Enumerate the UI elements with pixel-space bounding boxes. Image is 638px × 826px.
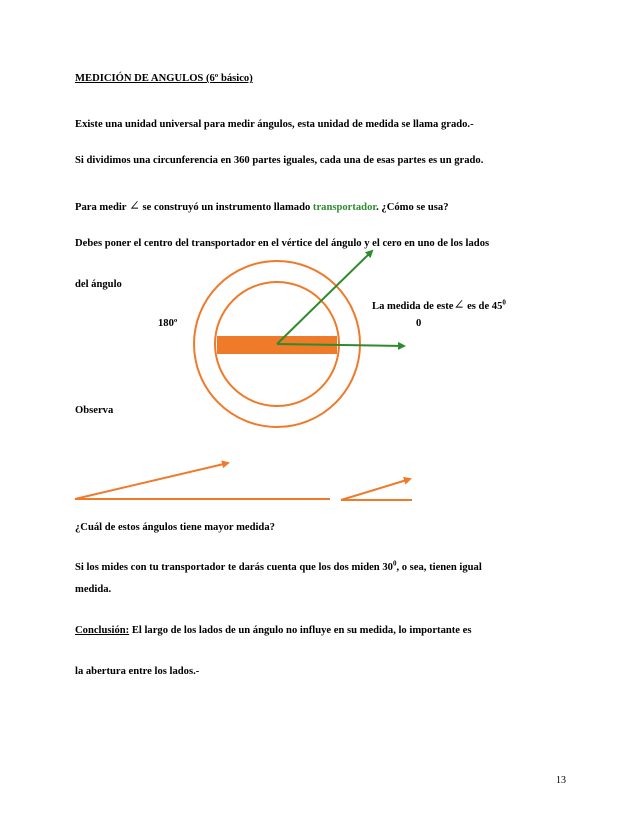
protractor-label-0: 0 xyxy=(416,318,422,329)
observa-label: Observa xyxy=(75,405,114,416)
transportador-highlight: transportador xyxy=(312,202,377,213)
question-text: ¿Cuál de estos ángulos tiene mayor medida? xyxy=(75,522,275,533)
conclusion-label: Conclusión: xyxy=(75,625,130,636)
measure-text-post: es de 45 xyxy=(467,301,503,312)
angle-small-upper-ray xyxy=(341,479,410,500)
angle-measure-note xyxy=(372,297,506,314)
angle-symbol-icon: ∠ xyxy=(128,198,140,213)
answer-text xyxy=(75,559,482,575)
paragraph-degree-definition: Si dividimos una circunferencia en 360 partes iguales, cada una de esas partes es un grado. xyxy=(75,155,484,166)
page-number: 13 xyxy=(556,775,566,786)
paragraph-instructions: Debes poner el centro del transportador en el vértice del ángulo y el cero en uno de los lados xyxy=(75,238,490,249)
instrument-text-pre: Para medir xyxy=(75,202,127,213)
angle-ray-45 xyxy=(277,251,372,344)
answer-text-pre: Si los mides con tu transportador te darás cuenta que los dos miden 30 xyxy=(75,562,393,573)
instrument-text-mid: se construyó un instrumento llamado xyxy=(142,202,311,213)
protractor-label-180: 180º xyxy=(158,318,178,329)
conclusion-body: El largo de los lados de un ángulo no influye en su medida, lo importante es xyxy=(129,625,472,636)
angle-large-upper-ray xyxy=(75,463,228,499)
degree-superscript: 0 xyxy=(502,298,506,307)
page-title: MEDICIÓN DE ANGULOS (6º básico) xyxy=(75,73,253,84)
paragraph-unit-definition: Existe una unidad universal para medir ángulos, esta unidad de medida se llama grado.- xyxy=(75,119,474,130)
answer-text-line2: medida. xyxy=(75,584,112,595)
degree-superscript: 0 xyxy=(392,559,397,568)
conclusion-text xyxy=(75,625,471,638)
instrument-text-post: . ¿Cómo se usa? xyxy=(376,202,449,213)
answer-text-post: , o sea, tienen igual xyxy=(396,562,482,573)
paragraph-instructions-cont: del ángulo xyxy=(75,279,122,290)
measure-text-pre: La medida de este xyxy=(372,301,454,312)
conclusion-text-line2: la abertura entre los lados.- xyxy=(75,666,200,677)
angle-symbol-icon: ∠ xyxy=(453,297,465,312)
